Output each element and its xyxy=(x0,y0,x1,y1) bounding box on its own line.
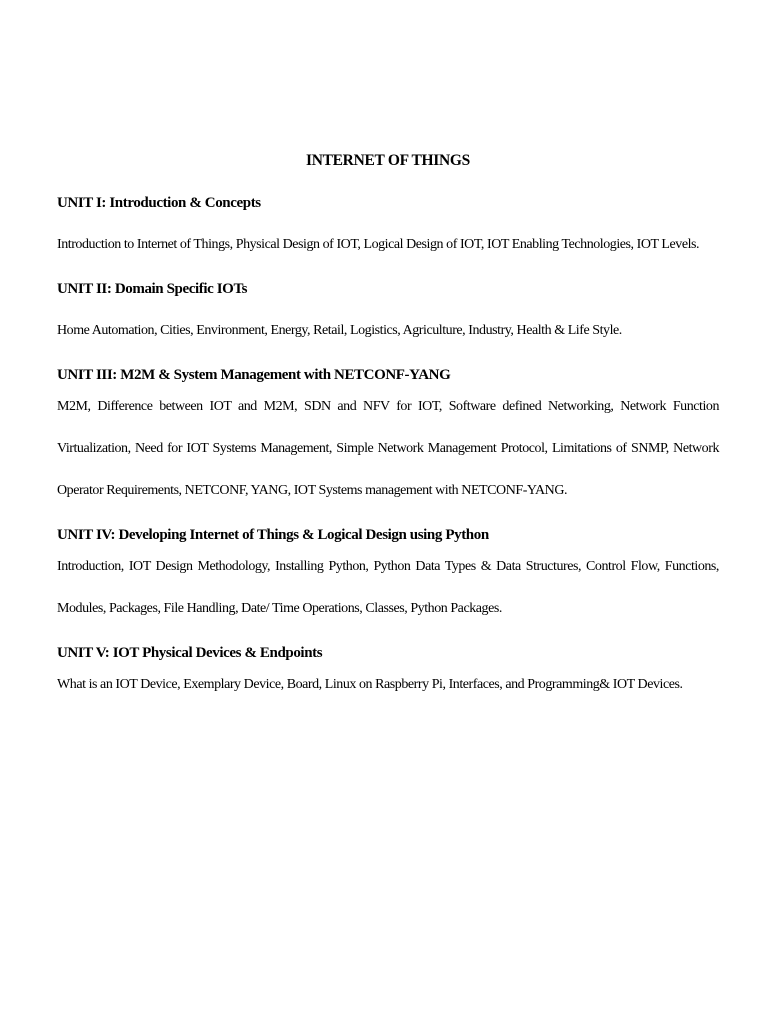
unit-body: M2M, Difference between IOT and M2M, SDN and NFV for IOT, Software defined Networking, Network Function Virtualization, Need for IOT Systems Management, Simple Network Management Protocol, Limitations of SNMP, Network Operator Requirements, NETCONF, YANG, IOT Systems management with NETCONF-YANG. xyxy=(57,399,719,498)
unit-heading xyxy=(57,192,719,214)
unit-5 xyxy=(57,642,719,706)
unit-number: UNIT III: xyxy=(57,367,121,383)
unit-heading xyxy=(57,524,719,546)
syllabus-page xyxy=(57,150,719,706)
unit-title: IOT Physical Devices & Endpoints xyxy=(112,645,323,661)
unit-number: UNIT V: xyxy=(57,645,113,661)
unit-body: Introduction to Internet of Things, Physical Design of IOT, Logical Design of IOT, IOT Enabling Technologies, IOT Levels. xyxy=(57,237,700,252)
document-title: INTERNET OF THINGS xyxy=(305,152,470,169)
unit-number: UNIT II: xyxy=(57,281,115,297)
unit-title: Domain Specific IOTs xyxy=(114,281,248,297)
unit-title: M2M & System Management with NETCONF-YANG xyxy=(120,367,451,383)
unit-1 xyxy=(57,192,719,266)
unit-heading xyxy=(57,364,719,386)
unit-number: UNIT I: xyxy=(57,195,110,211)
unit-3 xyxy=(57,364,719,512)
unit-body: Introduction, IOT Design Methodology, Installing Python, Python Data Types & Data Structures, Control Flow, Functions, Modules, Packages, File Handling, Date/ Time Operations, Classes, Python Packages. xyxy=(57,559,719,616)
unit-4 xyxy=(57,524,719,630)
unit-heading xyxy=(57,278,719,300)
unit-body: What is an IOT Device, Exemplary Device, Board, Linux on Raspberry Pi, Interfaces, and Programming& IOT Devices. xyxy=(57,677,683,692)
unit-2 xyxy=(57,278,719,352)
unit-body: Home Automation, Cities, Environment, Energy, Retail, Logistics, Agriculture, Industry, Health & Life Style. xyxy=(57,323,622,338)
unit-number: UNIT IV: xyxy=(57,527,119,543)
unit-heading xyxy=(57,642,719,664)
unit-title: Developing Internet of Things & Logical Design using Python xyxy=(118,527,489,543)
unit-title: Introduction & Concepts xyxy=(109,195,261,211)
